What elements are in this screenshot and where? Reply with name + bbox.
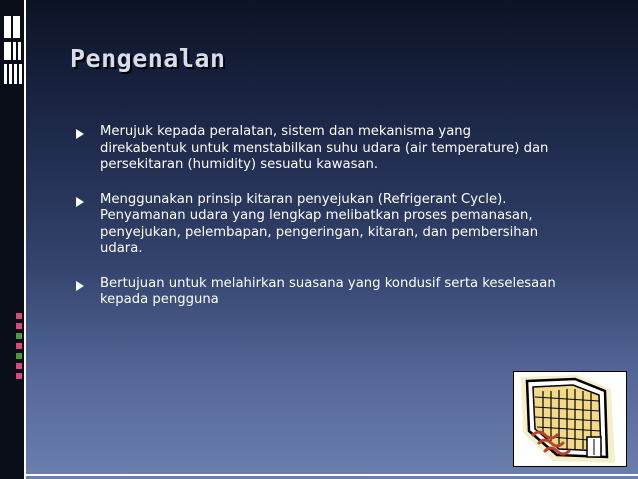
bullet-line: direkabentuk untuk menstabilkan suhu udara (air temperature) dan [100, 140, 549, 156]
bullet-item [76, 276, 606, 309]
bullet-arrow-icon [76, 129, 84, 139]
bullet-line: Menggunakan prinsip kitaran penyejukan (Refrigerant Cycle). [100, 191, 507, 207]
bullet-line: persekitaran (humidity) sesuatu kawasan. [100, 157, 379, 172]
bullet-line: kepada pengguna [100, 292, 219, 307]
bullet-line: Bertujuan untuk melahirkan suasana yang kondusif serta keselesaan [100, 275, 556, 291]
bullet-arrow-icon [76, 197, 84, 207]
bullet-line: udara. [100, 241, 143, 256]
bullet-text [100, 124, 606, 174]
bullet-item [76, 192, 606, 258]
bullet-text [100, 276, 606, 309]
top-left-decor [0, 14, 24, 84]
bullet-line: Merujuk kepada peralatan, sistem dan mekanisma yang [100, 124, 472, 139]
bottom-divider-line [26, 474, 638, 476]
air-conditioner-icon [513, 371, 627, 467]
left-color-squares [14, 313, 24, 383]
bullet-line: penyejukan, pelembapan, pengeringan, kitaran, dan pembersihan [100, 224, 539, 240]
slide-title: Pengenalan [70, 44, 226, 73]
bullet-item [76, 124, 606, 174]
bullet-line: Penyamanan udara yang lengkap melibatkan proses pemanasan, [100, 208, 533, 223]
bullet-list [76, 124, 606, 327]
left-divider-line [24, 0, 26, 479]
bullet-text [100, 192, 606, 258]
bullet-arrow-icon [76, 281, 84, 291]
